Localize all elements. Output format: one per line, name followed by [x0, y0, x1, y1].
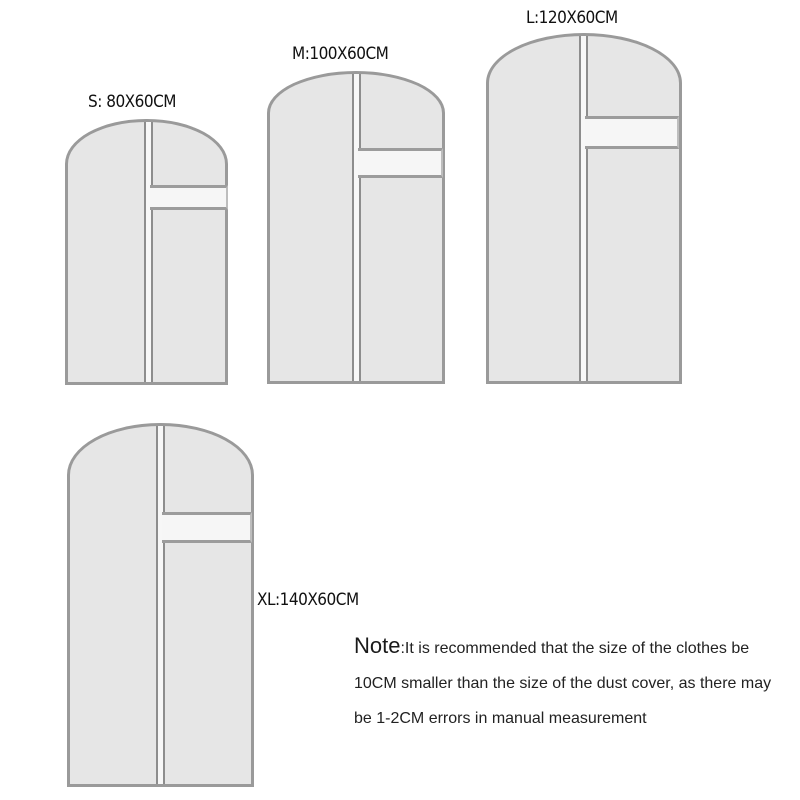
- garment-bag-l: [486, 33, 682, 384]
- note-paragraph: [354, 628, 784, 736]
- zipper: [156, 426, 165, 784]
- note-heading: Note: [354, 633, 401, 658]
- size-label-l: L:120X60CM: [526, 8, 618, 28]
- size-label-m: M:100X60CM: [292, 44, 389, 64]
- garment-bag-m: [267, 71, 445, 384]
- note-text: :It is recommended that the size of the clothes be 10CM smaller than the size of the dust cover, as there may be 1-2CM errors in manual measurement: [354, 640, 772, 727]
- label-window: [358, 148, 443, 178]
- zipper: [579, 36, 588, 381]
- zipper: [352, 74, 361, 381]
- size-label-s: S: 80X60CM: [88, 92, 176, 112]
- label-window: [585, 116, 679, 149]
- label-window: [162, 512, 252, 543]
- zipper: [144, 122, 153, 382]
- garment-bag-s: [65, 119, 228, 385]
- garment-bag-xl: [67, 423, 254, 787]
- label-window: [150, 185, 228, 210]
- size-label-xl: XL:140X60CM: [257, 590, 359, 610]
